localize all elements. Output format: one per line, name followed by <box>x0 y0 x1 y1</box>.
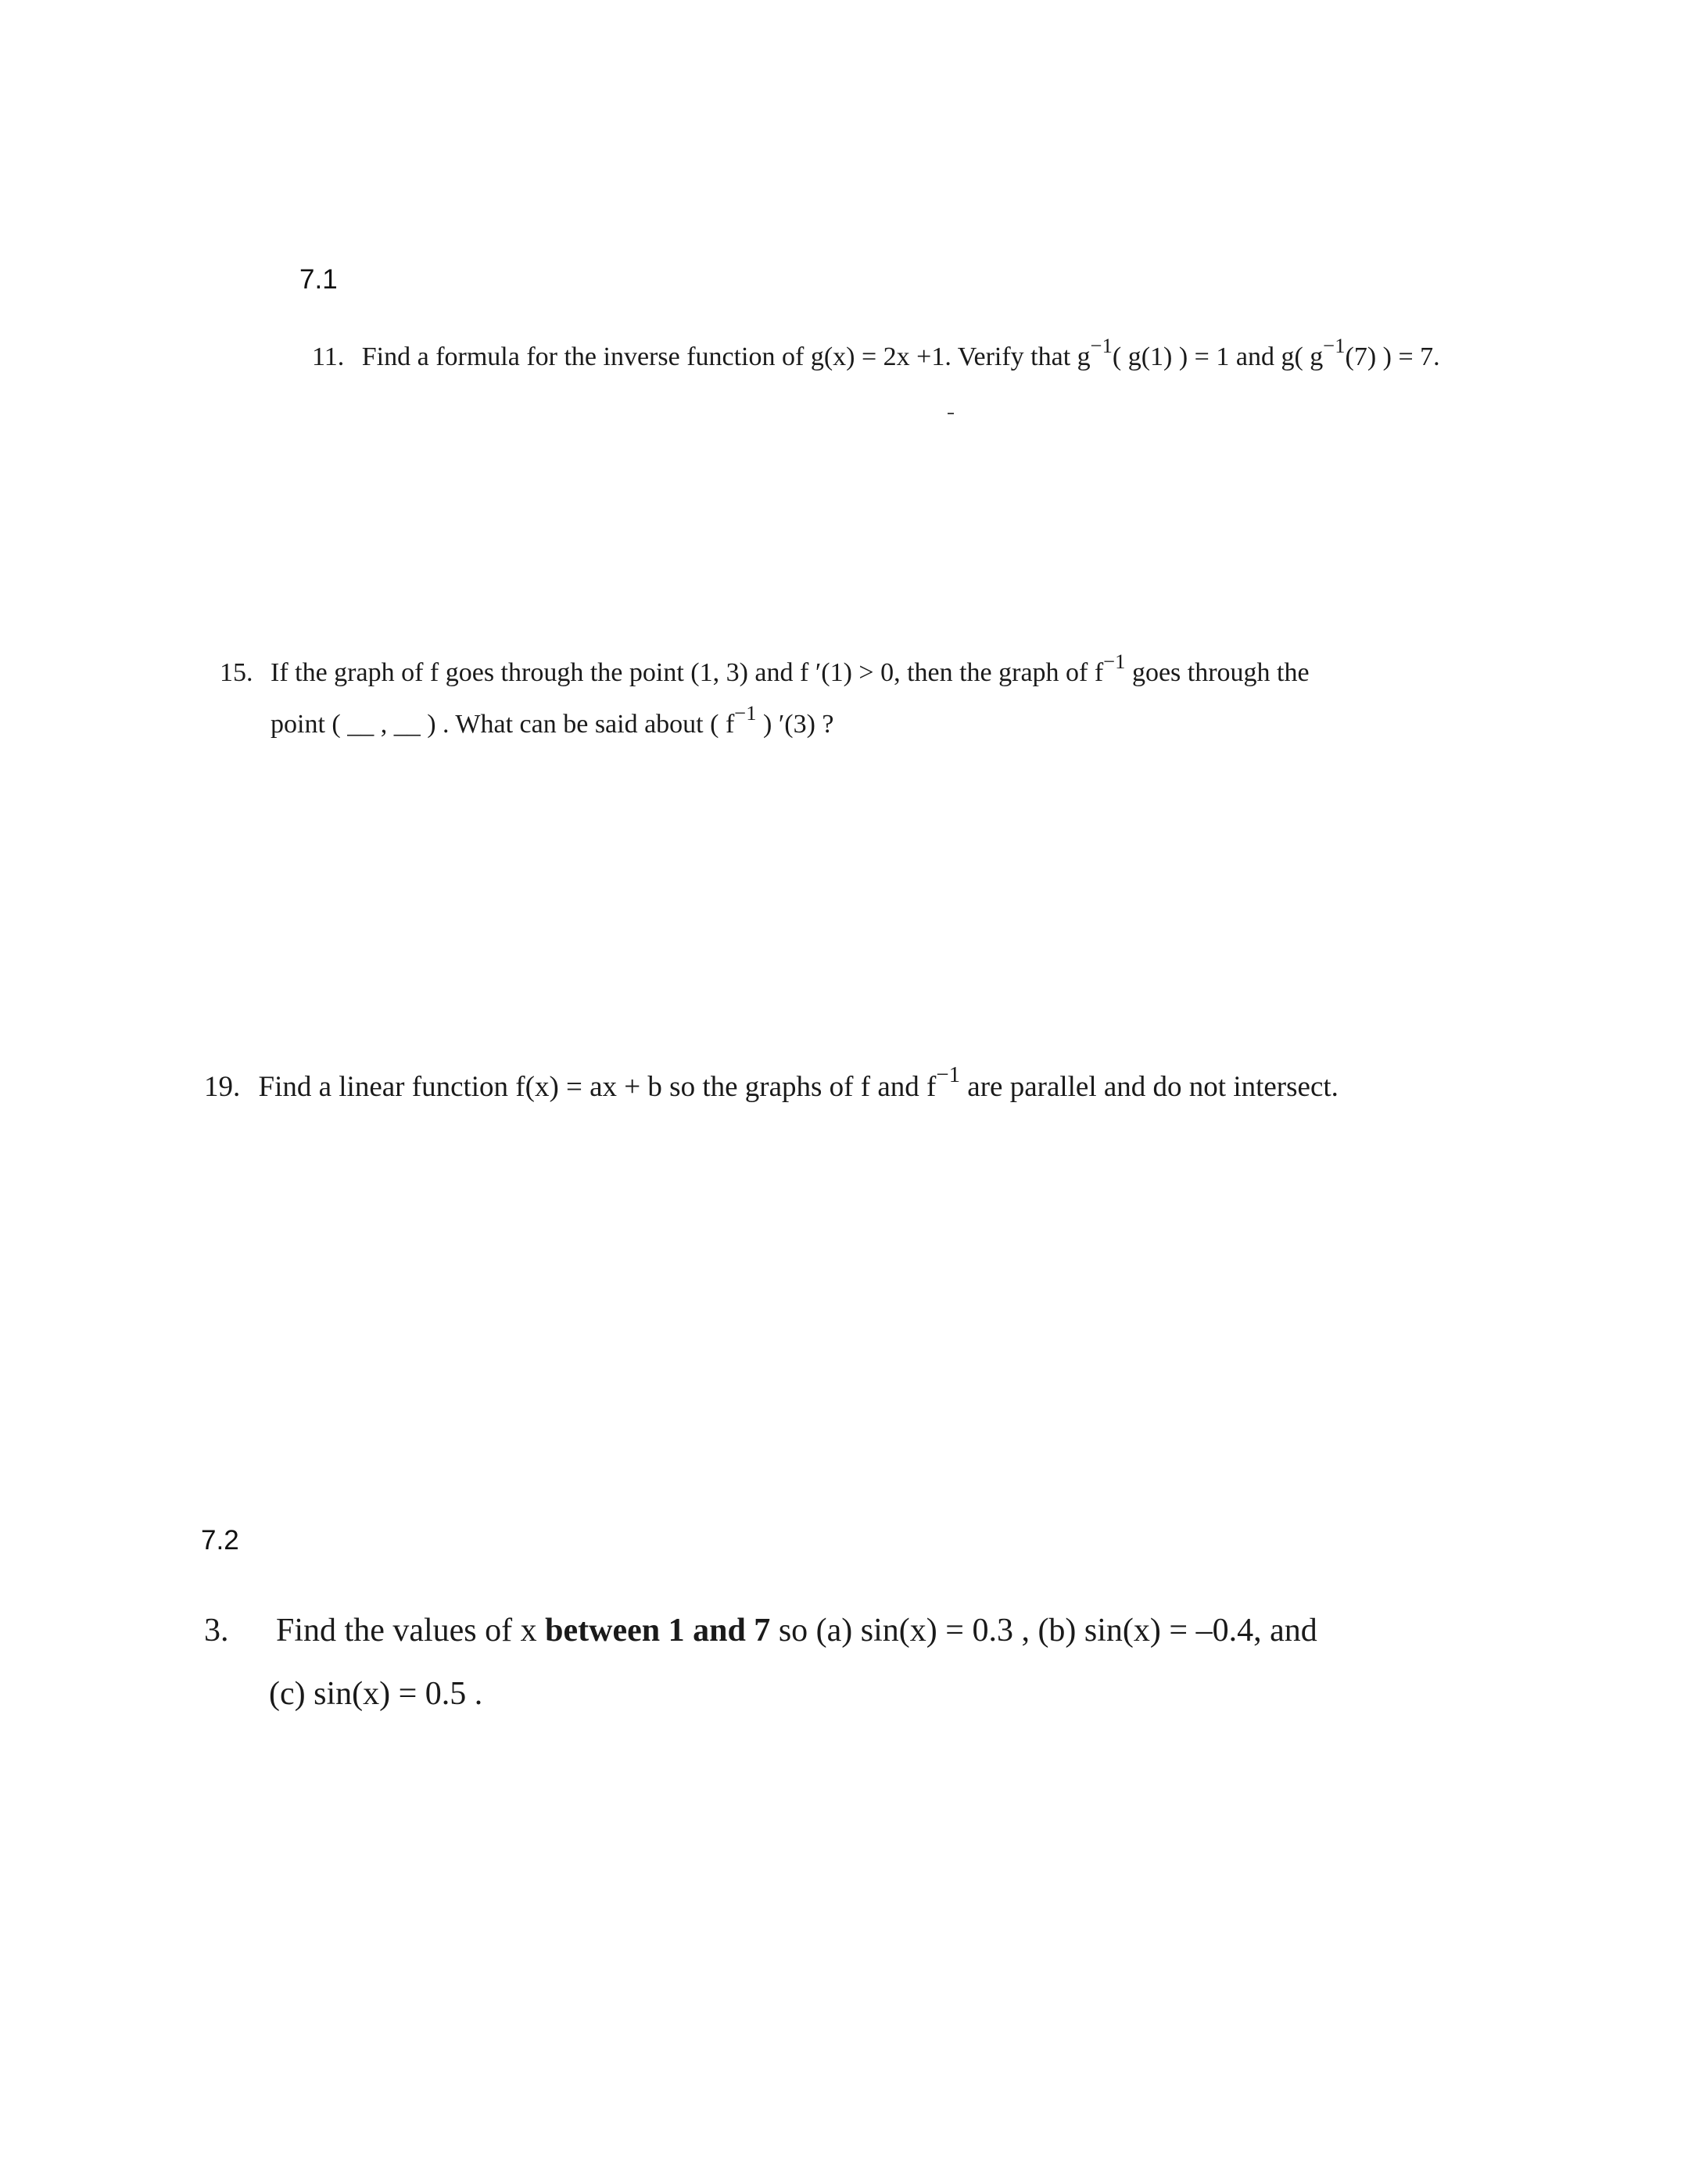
inverse-exponent: −1 <box>1090 333 1113 357</box>
problem-number: 11. <box>312 342 345 371</box>
inverse-exponent: −1 <box>936 1062 961 1088</box>
inverse-exponent: −1 <box>1323 333 1346 357</box>
section-label-7-2: 7.2 <box>201 1525 239 1556</box>
problem-3-line-2 <box>269 1675 482 1713</box>
problem-number: 19. <box>204 1071 241 1103</box>
problem-text: Find a linear function f(x) = ax + b so the graphs of f and f <box>258 1071 937 1103</box>
problem-19 <box>204 1062 1339 1104</box>
problem-number: 3. <box>204 1613 229 1649</box>
emphasis-between: between <box>545 1613 661 1649</box>
equation-1: $g^{-1}$( g(1) ) = 1 <box>1077 333 1230 371</box>
function-definition: g(x) = 2x +1. <box>810 342 952 371</box>
problem-text: If the graph of f goes through the point (1, 3) and f ′(1) > 0, then the graph of f <box>271 658 1104 687</box>
problem-text: Verify that <box>957 342 1071 371</box>
equation-2: g( $g^{-1}(7)$ ) = 7. <box>1281 333 1440 371</box>
problem-text: (c) sin(x) = 0.5 . <box>269 1676 483 1712</box>
problem-15-line-1 <box>220 649 1310 688</box>
problem-15-line-2 <box>271 700 834 739</box>
inverse-exponent: −1 <box>1103 649 1126 673</box>
problem-11 <box>312 333 1440 372</box>
problem-text: point ( __ , __ ) . What can be said about ( f <box>271 710 735 739</box>
problem-text: are parallel and do not intersect. <box>967 1071 1339 1103</box>
problem-3-line-1 <box>204 1612 1317 1649</box>
problem-text: so (a) sin(x) = 0.3 , (b) sin(x) = –0.4, and <box>778 1613 1317 1649</box>
inverse-exponent: −1 <box>734 700 757 725</box>
emphasis-range: 1 and 7 <box>668 1613 771 1649</box>
problem-number: 15. <box>220 658 253 687</box>
problem-text: ) ′(3) ? <box>763 710 834 739</box>
section-label-7-1: 7.1 <box>299 264 338 295</box>
problem-text: goes through the <box>1131 658 1310 687</box>
problem-text: Find the values of x <box>276 1613 537 1649</box>
conjunction: and <box>1235 342 1274 371</box>
stray-mark <box>948 413 954 414</box>
problem-text: Find a formula for the inverse function of <box>361 342 805 371</box>
